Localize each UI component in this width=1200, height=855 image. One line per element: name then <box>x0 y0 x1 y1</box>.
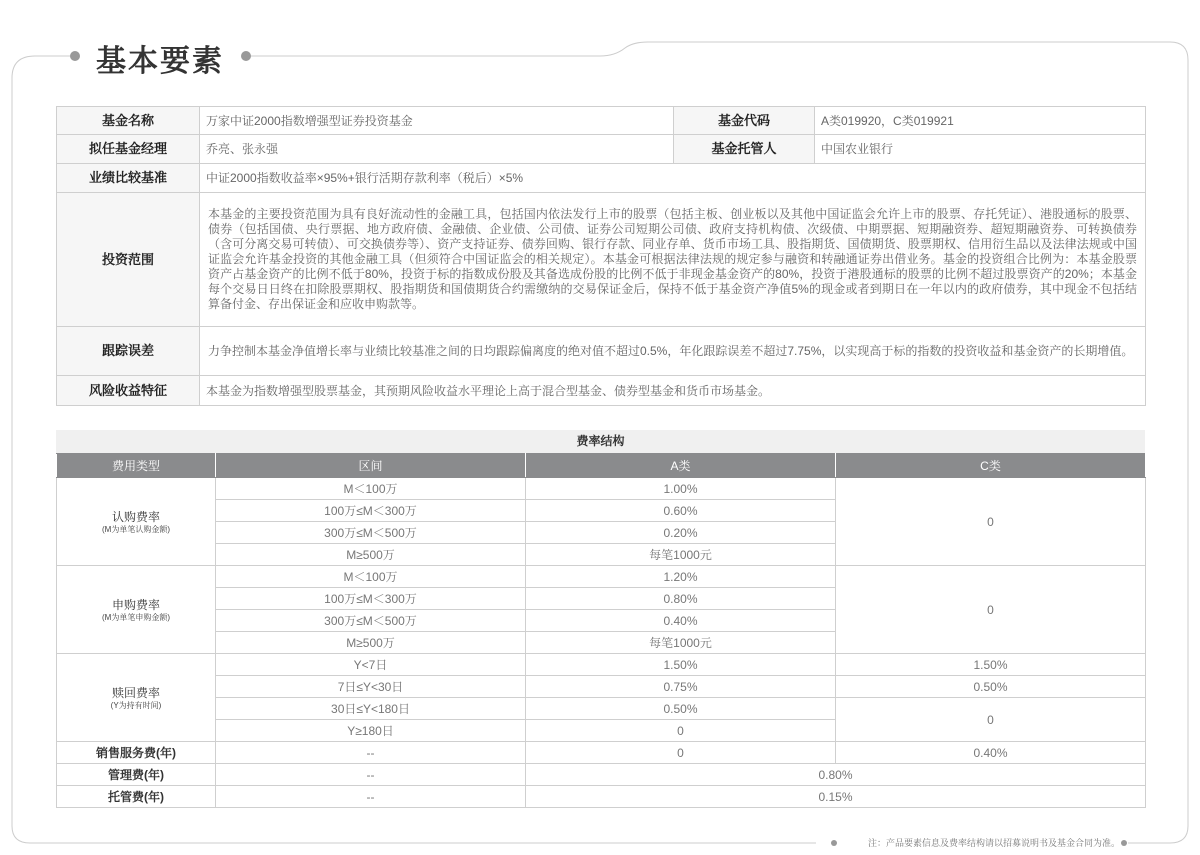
purchase-note: (M为单笔申购金额) <box>102 612 170 622</box>
range-cell: 30日≤Y<180日 <box>216 698 526 720</box>
a-rate-cell: 0.60% <box>526 500 836 522</box>
fee-header-row <box>57 454 1146 478</box>
custodian-label: 基金托管人 <box>674 135 815 164</box>
c-rate-cell: 0.40% <box>836 742 1146 764</box>
range-cell: 7日≤Y<30日 <box>216 676 526 698</box>
custody-fee-name: 托管费(年) <box>57 786 216 808</box>
c-rate-cell: 0 <box>836 566 1146 654</box>
a-rate-cell: 每笔1000元 <box>526 544 836 566</box>
table-row <box>57 698 1146 720</box>
a-rate-cell: 0 <box>526 720 836 742</box>
title-dot-left <box>70 51 80 61</box>
benchmark-value: 中证2000指数收益率×95%+银行活期存款利率（税后）×5% <box>200 164 1146 193</box>
a-rate-cell: 0.80% <box>526 588 836 610</box>
range-cell: M＜100万 <box>216 478 526 500</box>
fee-table <box>56 453 1146 808</box>
header-range: 区间 <box>216 454 526 478</box>
basic-info-table <box>56 106 1146 406</box>
table-row <box>57 742 1146 764</box>
c-rate-cell: 0.50% <box>836 676 1146 698</box>
fund-name-label: 基金名称 <box>57 107 200 135</box>
info-row-manager <box>57 135 1146 164</box>
header-class-c: C类 <box>836 454 1146 478</box>
sales-service-name: 销售服务费(年) <box>57 742 216 764</box>
info-row-scope <box>57 193 1146 327</box>
note-dot-right <box>1121 840 1127 846</box>
range-cell: -- <box>216 786 526 808</box>
fund-code-label: 基金代码 <box>674 107 815 135</box>
a-rate-cell: 1.50% <box>526 654 836 676</box>
info-row-risk <box>57 376 1146 406</box>
c-rate-cell: 1.50% <box>836 654 1146 676</box>
info-row-benchmark <box>57 164 1146 193</box>
tracking-value: 力争控制本基金净值增长率与业绩比较基准之间的日均跟踪偏离度的绝对值不超过0.5%，年化跟踪误差不超过7.75%，以实现高于标的指数的投资收益和基金资产的长期增值。 <box>200 327 1146 376</box>
note-dot-left <box>831 840 837 846</box>
a-rate-cell: 1.00% <box>526 478 836 500</box>
redemption-type-cell <box>57 654 216 742</box>
range-cell: M≥500万 <box>216 544 526 566</box>
purchase-type-cell <box>57 566 216 654</box>
subscription-note: (M为单笔认购金额) <box>102 524 170 534</box>
redemption-note: (Y为持有时间) <box>110 700 162 710</box>
table-row <box>57 786 1146 808</box>
range-cell: 300万≤M＜500万 <box>216 522 526 544</box>
risk-value: 本基金为指数增强型股票基金，其预期风险收益水平理论上高于混合型基金、债券型基金和货币市场基金。 <box>200 376 1146 406</box>
range-cell: Y<7日 <box>216 654 526 676</box>
info-row-fund-name <box>57 107 1146 135</box>
ac-rate-cell: 0.80% <box>526 764 1146 786</box>
title-dot-right <box>241 51 251 61</box>
redemption-name: 赎回费率 <box>111 685 160 700</box>
ac-rate-cell: 0.15% <box>526 786 1146 808</box>
a-rate-cell: 0.50% <box>526 698 836 720</box>
table-row <box>57 566 1146 588</box>
a-rate-cell: 0.75% <box>526 676 836 698</box>
purchase-name: 申购费率 <box>111 597 160 612</box>
range-cell: -- <box>216 764 526 786</box>
footer-note: 注：产品要素信息及费率结构请以招募说明书及基金合同为准。 <box>867 838 1120 848</box>
subscription-name: 认购费率 <box>111 509 160 524</box>
scope-label: 投资范围 <box>57 193 200 327</box>
range-cell: 100万≤M＜300万 <box>216 588 526 610</box>
c-rate-cell: 0 <box>836 698 1146 742</box>
table-row <box>57 478 1146 500</box>
a-rate-cell: 0 <box>526 742 836 764</box>
manager-label: 拟任基金经理 <box>57 135 200 164</box>
fee-table-title: 费率结构 <box>56 430 1145 453</box>
fund-name-value: 万家中证2000指数增强型证券投资基金 <box>200 107 674 135</box>
header-class-a: A类 <box>526 454 836 478</box>
risk-label: 风险收益特征 <box>57 376 200 406</box>
management-fee-name: 管理费(年) <box>57 764 216 786</box>
range-cell: -- <box>216 742 526 764</box>
range-cell: M≥500万 <box>216 632 526 654</box>
range-cell: Y≥180日 <box>216 720 526 742</box>
fund-code-value: A类019920，C类019921 <box>815 107 1146 135</box>
scope-value: 本基金的主要投资范围为具有良好流动性的金融工具，包括国内依法发行上市的股票（包括主板、创业板以及其他中国证监会允许上市的股票、存托凭证）、港股通标的股票、债券（包括国债、央行票据、地方政府债、金融债、企业债、公司债、证券公司短期公司债、政府支持机构债、次级债、中期票据、短期融资券、超短期融资券、可转换债券（含可分离交易可转债）、可交换债券等）、资产支持证券、债券回购、银行存款、同业存单、货币市场工具、股指期货、国债期货、股票期权、信用衍生品以及法律法规或中国证监会允许基金投资的其他金融工具（但须符合中国证监会的相关规定）。本基金可根据法律法规的规定参与融资和转融通证券出借业务。基金的投资组合比例为：本基金股票资产占基金资产的比例不低于80%，投资于标的指数成份股及其备选成份股的比例不低于非现金基金资产的80%，投资于港股通标的股票的比例不超过股票资产的20%；本基金每个交易日日终在扣除股票期权、股指期货和国债期货合约需缴纳的交易保证金后，保持不低于基金资产净值5%的现金或者到期日在一年以内的政府债券，其中现金不包括结算备付金、存出保证金和应收申购款等。 <box>200 193 1146 327</box>
range-cell: M＜100万 <box>216 566 526 588</box>
page-title: 基本要素 <box>96 44 224 79</box>
a-rate-cell: 每笔1000元 <box>526 632 836 654</box>
range-cell: 100万≤M＜300万 <box>216 500 526 522</box>
manager-value: 乔亮、张永强 <box>200 135 674 164</box>
c-rate-cell: 0 <box>836 478 1146 566</box>
table-row <box>57 676 1146 698</box>
custodian-value: 中国农业银行 <box>815 135 1146 164</box>
range-cell: 300万≤M＜500万 <box>216 610 526 632</box>
benchmark-label: 业绩比较基准 <box>57 164 200 193</box>
table-row <box>57 654 1146 676</box>
a-rate-cell: 1.20% <box>526 566 836 588</box>
subscription-type-cell <box>57 478 216 566</box>
a-rate-cell: 0.40% <box>526 610 836 632</box>
header-fee-type: 费用类型 <box>57 454 216 478</box>
info-row-tracking <box>57 327 1146 376</box>
table-row <box>57 764 1146 786</box>
tracking-label: 跟踪误差 <box>57 327 200 376</box>
a-rate-cell: 0.20% <box>526 522 836 544</box>
